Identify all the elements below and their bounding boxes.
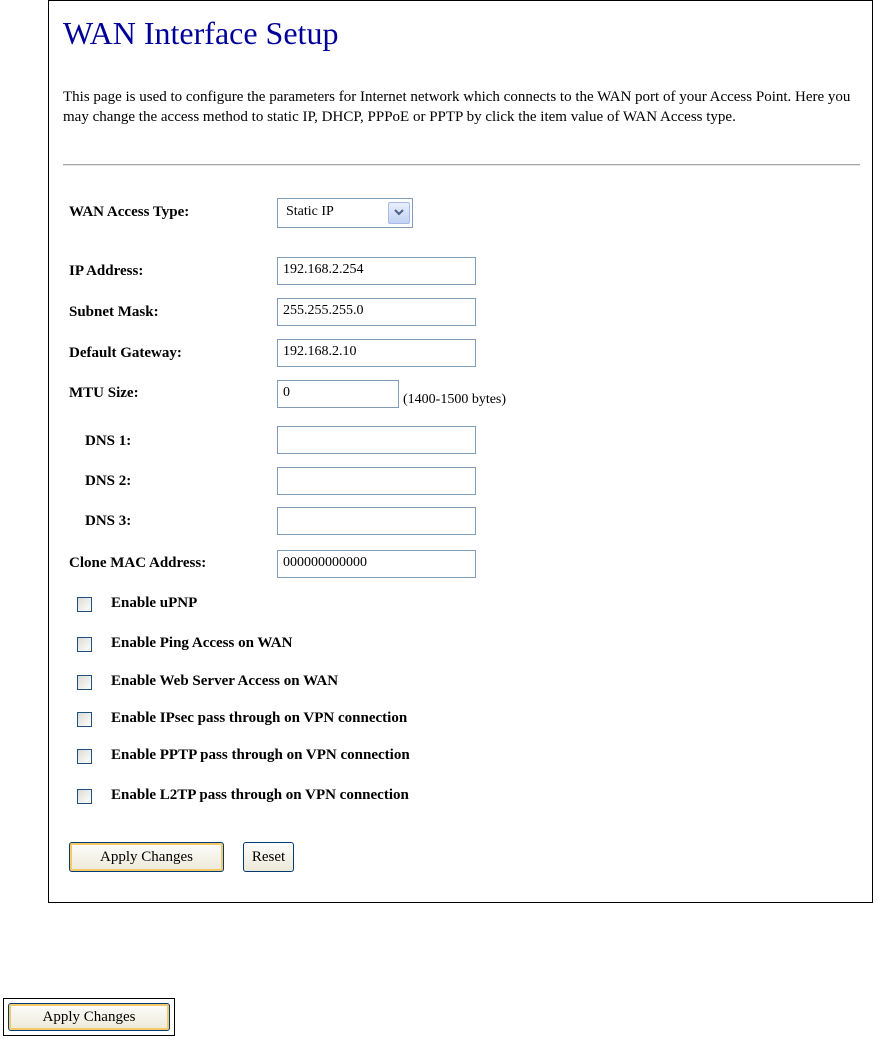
clone-mac-label: Clone MAC Address:: [69, 555, 207, 571]
reset-button[interactable]: Reset: [243, 842, 294, 872]
page-title: WAN Interface Setup: [63, 15, 339, 51]
subnet-mask-label: Subnet Mask:: [69, 304, 159, 320]
default-gateway-label: Default Gateway:: [69, 345, 182, 361]
apply-changes-button[interactable]: Apply Changes: [69, 842, 224, 872]
dns2-label: DNS 2:: [85, 473, 132, 489]
subnet-mask-input[interactable]: 255.255.255.0: [277, 298, 476, 326]
l2tp-pass-through-checkbox[interactable]: [77, 789, 92, 804]
dns3-label: DNS 3:: [85, 513, 132, 529]
ip-address-label: IP Address:: [69, 263, 144, 279]
web-server-access-label: Enable Web Server Access on WAN: [111, 673, 339, 689]
wan-access-type-select[interactable]: [277, 198, 413, 228]
pptp-pass-through-checkbox[interactable]: [77, 749, 92, 764]
apply-changes-sample-button[interactable]: Apply Changes: [8, 1003, 170, 1031]
wan-setup-panel: [48, 0, 873, 903]
divider: [63, 164, 860, 166]
upnp-checkbox[interactable]: [77, 597, 92, 612]
clone-mac-input[interactable]: 000000000000: [277, 550, 476, 578]
ping-access-checkbox[interactable]: [77, 637, 92, 652]
dns1-input[interactable]: [277, 426, 476, 454]
apply-changes-sample: [3, 998, 175, 1036]
dns3-input[interactable]: [277, 507, 476, 535]
mtu-size-label: MTU Size:: [69, 385, 139, 401]
ping-access-label: Enable Ping Access on WAN: [111, 635, 293, 651]
pptp-pass-through-label: Enable PPTP pass through on VPN connection: [111, 747, 410, 763]
mtu-size-hint: (1400-1500 bytes): [403, 392, 507, 407]
ipsec-pass-through-checkbox[interactable]: [77, 712, 92, 727]
dns2-input[interactable]: [277, 467, 476, 495]
upnp-label: Enable uPNP: [111, 595, 198, 611]
dns1-label: DNS 1:: [85, 433, 132, 449]
wan-access-type-value: Static IP: [286, 204, 334, 219]
web-server-access-checkbox[interactable]: [77, 675, 92, 690]
l2tp-pass-through-label: Enable L2TP pass through on VPN connection: [111, 787, 409, 803]
mtu-size-input[interactable]: 0: [277, 380, 399, 408]
ipsec-pass-through-label: Enable IPsec pass through on VPN connection: [111, 710, 408, 726]
page-description: This page is used to configure the parameters for Internet network which connects to the WAN port of your Access Point. Here you may change the access method to static IP, DHCP, PPPoE or PPTP by click the item value of WAN Access type.: [63, 89, 851, 125]
chevron-down-icon[interactable]: [388, 202, 410, 224]
default-gateway-input[interactable]: 192.168.2.10: [277, 339, 476, 367]
wan-access-type-label: WAN Access Type:: [69, 204, 190, 220]
ip-address-input[interactable]: 192.168.2.254: [277, 257, 476, 285]
